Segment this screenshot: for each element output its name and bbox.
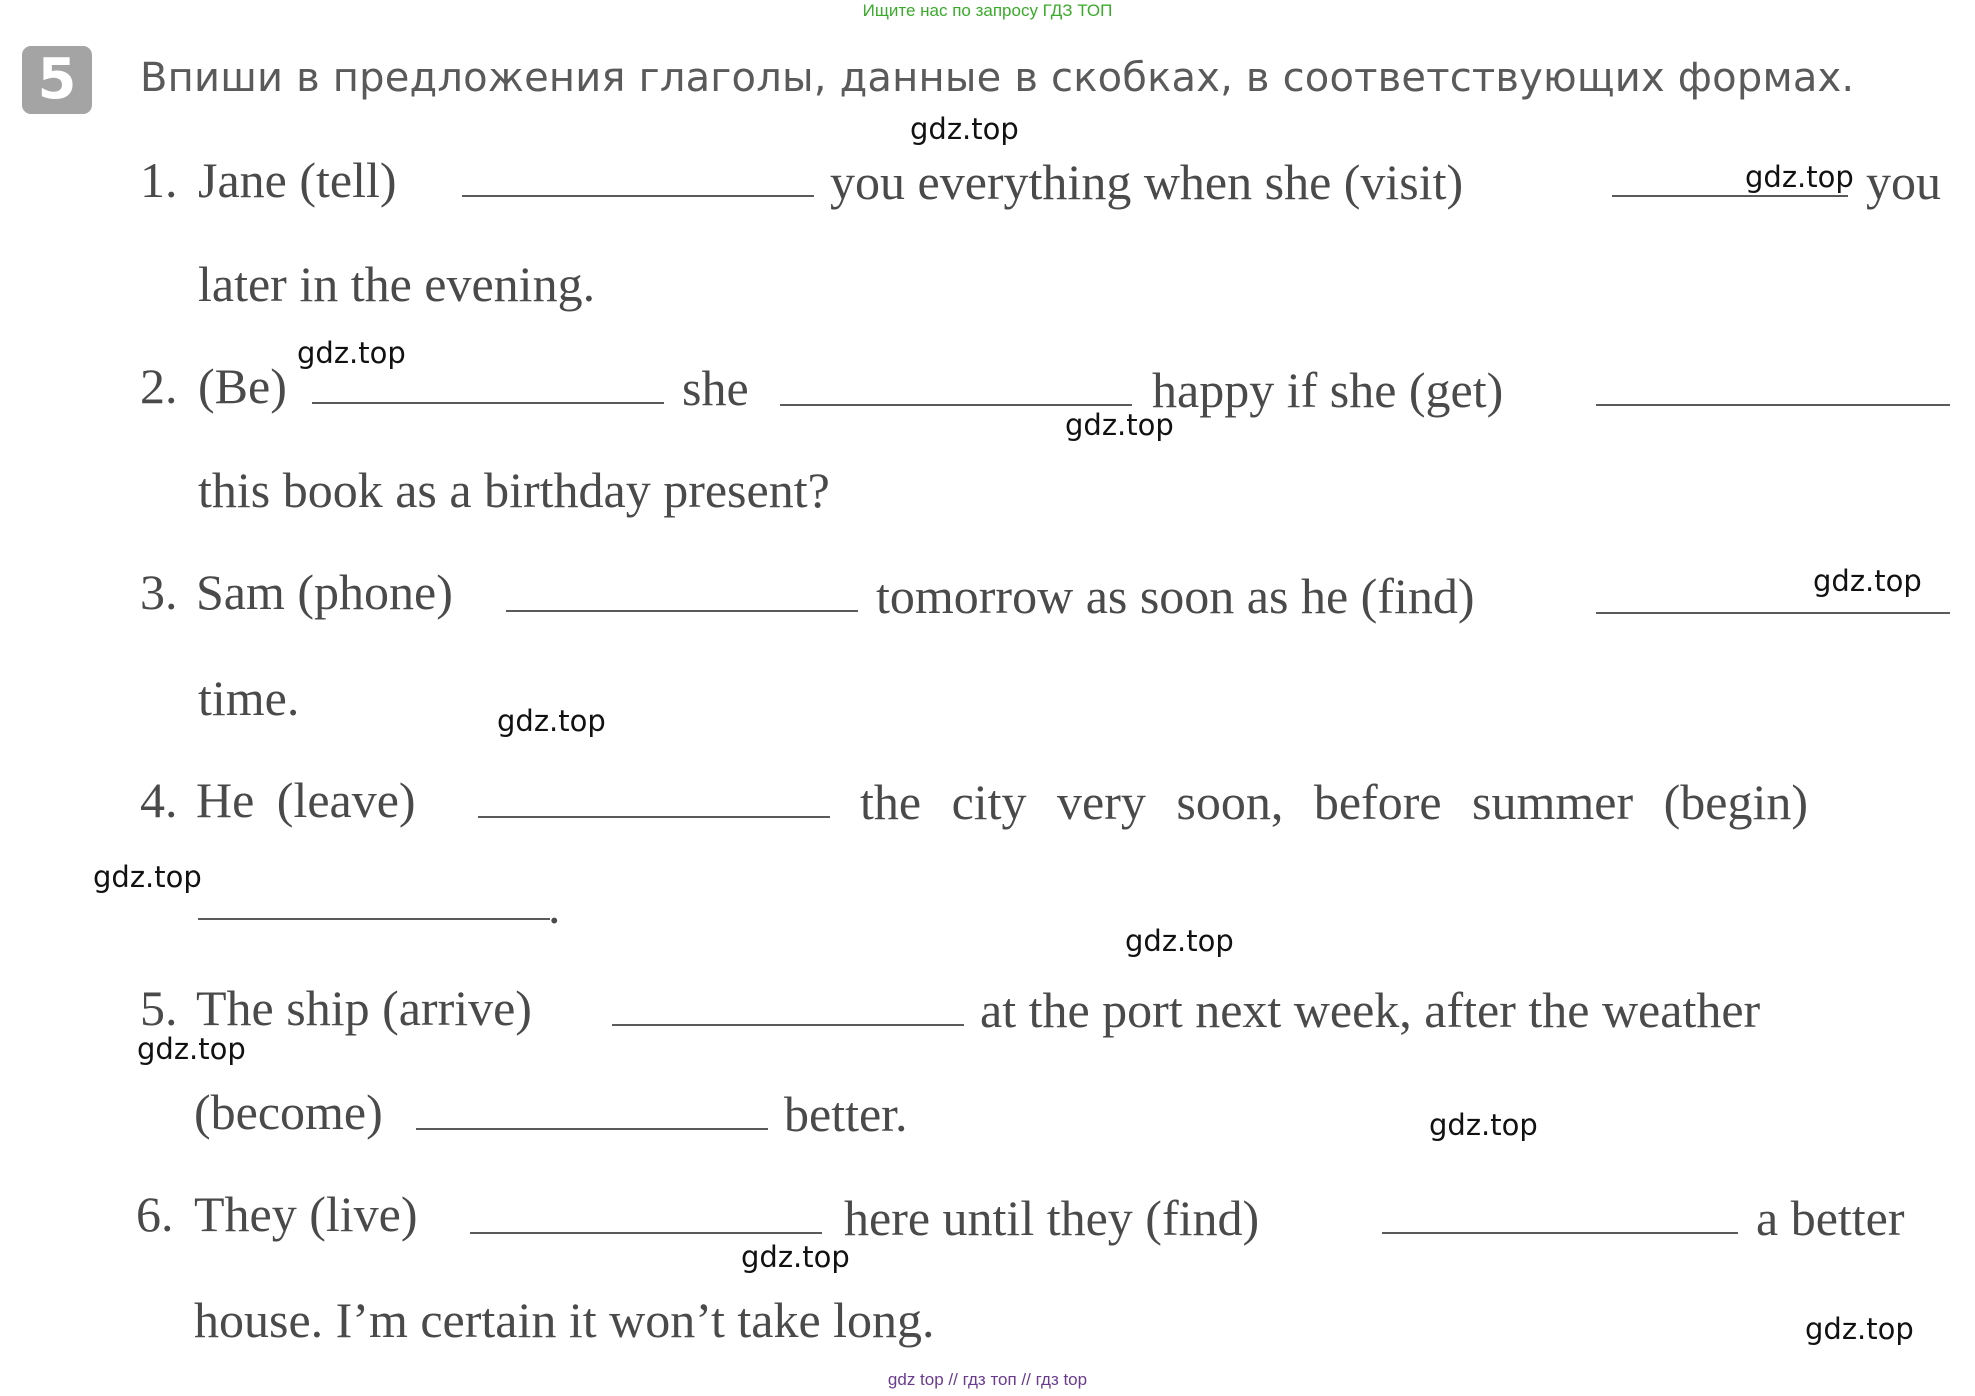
answer-blank-1b[interactable] (1612, 195, 1848, 197)
sentence-1-part-a: Jane (tell) (198, 152, 397, 208)
sentence-6-part-c: a better (1756, 1190, 1905, 1246)
sentence-6-part-a: They (live) (194, 1186, 418, 1242)
watermark: gdz.top (1805, 1312, 1914, 1346)
top-banner: Ищите нас по запросу ГДЗ ТОП (862, 1, 1113, 20)
answer-blank-3b[interactable] (1596, 612, 1950, 614)
sentence-2-part-b: she (682, 360, 749, 416)
sentence-6-part-d: house. I’m certain it won’t take long. (194, 1292, 935, 1348)
watermark: gdz.top (93, 860, 202, 894)
answer-blank-6b[interactable] (1382, 1232, 1738, 1234)
sentence-4-part-a: He (leave) (196, 772, 416, 828)
sentence-2-part-c: happy if she (get) (1152, 362, 1504, 418)
sentence-4-num: 4. (140, 772, 178, 828)
watermark: gdz.top (497, 704, 606, 738)
watermark: gdz.top (741, 1240, 850, 1274)
sentence-4-part-b: the city very soon, before summer (begin) (860, 774, 1809, 830)
task-number-badge: 5 (22, 46, 92, 114)
sentence-2-part-d: this book as a birthday present? (198, 462, 830, 518)
sentence-5-part-a: The ship (arrive) (196, 980, 532, 1036)
sentence-2-part-a: (Be) (198, 358, 287, 414)
sentence-1-num: 1. (140, 152, 178, 208)
watermark: gdz.top (1065, 408, 1174, 442)
watermark: gdz.top (1813, 564, 1922, 598)
watermark: gdz.top (1125, 924, 1234, 958)
answer-blank-6a[interactable] (470, 1232, 822, 1234)
sentence-1-part-b: you everything when she (visit) (830, 154, 1464, 210)
sentence-5-num: 5. (140, 980, 178, 1036)
sentence-5-part-c: (become) (194, 1084, 383, 1140)
sentence-3-part-b: tomorrow as soon as he (find) (876, 568, 1475, 624)
sentence-1-part-c: you (1866, 154, 1941, 210)
sentence-5-part-b: at the port next week, after the weather (980, 982, 1761, 1038)
footer-links: gdz top // гдз топ // гдз top (887, 1370, 1088, 1389)
answer-blank-1a[interactable] (462, 195, 814, 197)
sentence-4-part-d: . (548, 878, 561, 934)
sentence-3-part-a: Sam (phone) (196, 564, 453, 620)
answer-blank-5a[interactable] (612, 1024, 964, 1026)
sentence-6-num: 6. (136, 1186, 174, 1242)
sentence-1-part-d: later in the evening. (198, 256, 596, 312)
sentence-6-part-b: here until they (find) (844, 1190, 1260, 1246)
watermark: gdz.top (137, 1032, 246, 1066)
task-instruction: Впиши в предложения глаголы, данные в скобках, в соответствующих формах. (140, 55, 1855, 101)
sentence-3-part-d: time. (198, 670, 300, 726)
sentence-5-part-d: better. (784, 1086, 908, 1142)
answer-blank-4a[interactable] (478, 816, 830, 818)
watermark: gdz.top (1429, 1108, 1538, 1142)
sentence-2-num: 2. (140, 358, 178, 414)
answer-blank-5b[interactable] (416, 1128, 768, 1130)
answer-blank-2b[interactable] (780, 404, 1132, 406)
watermark: gdz.top (297, 336, 406, 370)
answer-blank-4b[interactable] (198, 918, 550, 920)
answer-blank-2a[interactable] (312, 402, 664, 404)
answer-blank-3a[interactable] (506, 610, 858, 612)
sentence-3-num: 3. (140, 564, 178, 620)
watermark: gdz.top (1745, 160, 1854, 194)
answer-blank-2c[interactable] (1596, 404, 1950, 406)
watermark: gdz.top (910, 112, 1019, 146)
